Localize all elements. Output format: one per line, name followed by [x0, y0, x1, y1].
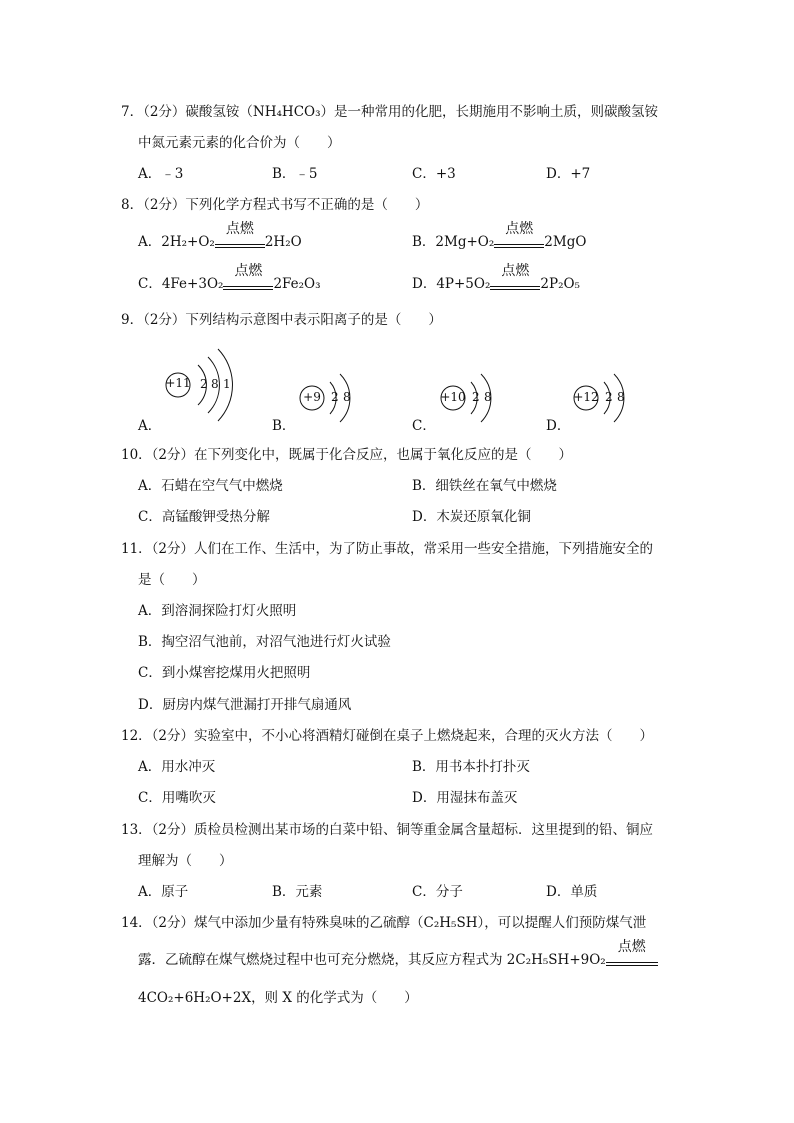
- q14-line1: 14．（2分）煤气中添加少量有特殊臭味的乙硫醇（C₂H₅SH），可以提醒人们预防煤气泄: [121, 915, 647, 931]
- q7-option-d: D．+7: [546, 166, 591, 182]
- q10-option-b: B．细铁丝在氧气中燃烧: [412, 478, 557, 494]
- q9-c-shell-1: 2: [472, 390, 480, 404]
- q9-d-shell-2: 8: [617, 390, 625, 404]
- q9-b-nucleus: +9: [303, 390, 321, 404]
- q9-option-a-label: A．: [138, 418, 162, 434]
- q9-option-c-label: C．: [412, 418, 436, 434]
- q9-option-b-label: B．: [272, 418, 296, 434]
- q8-a-condition-text: 点燃: [225, 221, 254, 237]
- q9-atom-diagram-a: [160, 345, 240, 425]
- q9-b-shell-2: 8: [343, 390, 351, 404]
- q14-condition: [606, 939, 658, 970]
- q14-line3: 4CO₂+6H₂O+2X，则 X 的化学式为（ ）: [138, 990, 418, 1006]
- q9-d-shell-1: 2: [605, 390, 613, 404]
- q8-c-condition-text: 点燃: [234, 263, 263, 279]
- q13-line1: 13．（2分）质检员检测出某市场的白菜中铅、铜等重金属含量超标．这里提到的铅、铜应: [121, 822, 654, 838]
- q9-c-nucleus: +10: [440, 390, 466, 404]
- q9-option-d-label: D．: [546, 418, 571, 434]
- q8-c-products: 2Fe₂O₃: [273, 276, 321, 292]
- q14-line2: [138, 939, 658, 970]
- q10-option-a: A．石蜡在空气气中燃烧: [138, 478, 283, 494]
- q13-line2: 理解为（ ）: [138, 853, 233, 869]
- q8-option-d: [412, 263, 580, 294]
- q9-stem: 9．（2分）下列结构示意图中表示阳离子的是（ ）: [121, 312, 442, 328]
- q10-option-c: C．高锰酸钾受热分解: [138, 509, 270, 525]
- q13-option-a: A．原子: [138, 884, 189, 900]
- q8-c-condition: [223, 263, 273, 294]
- q8-a-label: A．: [138, 234, 162, 250]
- q12-stem: 12．（2分）实验室中，不小心将酒精灯碰倒在桌子上燃烧起来，合理的灭火方法（ ）: [121, 728, 654, 744]
- q8-option-b: [412, 221, 587, 252]
- q7-line2: 中氮元素元素的化合价为（ ）: [138, 135, 341, 151]
- q9-a-nucleus: +11: [165, 376, 191, 390]
- q8-d-reactants: 4P+5O₂: [436, 276, 491, 292]
- q11-option-d: D．厨房内煤气泄漏打开排气扇通风: [138, 697, 352, 713]
- q14-condition-text: 点燃: [617, 939, 646, 955]
- q8-b-label: B．: [412, 234, 436, 250]
- q10-option-d: D．木炭还原氧化铜: [412, 509, 531, 525]
- q8-d-condition: [490, 263, 540, 294]
- q11-option-c: C．到小煤窖挖煤用火把照明: [138, 665, 311, 681]
- q12-option-d: D．用湿抹布盖灭: [412, 790, 518, 806]
- q8-d-condition-text: 点燃: [501, 263, 530, 279]
- q8-b-condition-text: 点燃: [505, 221, 534, 237]
- q8-c-label: C．: [138, 276, 162, 292]
- q8-b-condition: [494, 221, 544, 252]
- q7-line1: 7．（2分）碳酸氢铵（NH₄HCO₃）是一种常用的化肥，长期施用不影响土质，则碳酸氢铵: [121, 104, 659, 120]
- q8-option-a: [138, 221, 302, 252]
- q7-option-a: A．﹣3: [138, 166, 184, 182]
- q13-option-c: C．分子: [412, 884, 463, 900]
- q13-option-d: D．单质: [546, 884, 598, 900]
- q8-d-products: 2P₂O₅: [540, 276, 580, 292]
- q11-line2: 是（ ）: [138, 572, 206, 588]
- q14-line2-text: 露．乙硫醇在煤气燃烧过程中也可充分燃烧，其反应方程式为 2C₂H₅SH+9O₂: [138, 952, 606, 968]
- q9-a-shell-2: 8: [211, 377, 219, 391]
- q8-a-reactants: 2H₂+O₂: [161, 234, 215, 250]
- q9-atom-diagram-b: [296, 360, 366, 420]
- q9-atom-diagram-d: [570, 360, 640, 420]
- q8-a-condition: [215, 221, 265, 252]
- q8-option-c: [138, 263, 321, 294]
- q11-option-a: A．到溶洞探险打灯火照明: [138, 603, 297, 619]
- q9-a-shell-1: 2: [200, 377, 208, 391]
- q9-d-nucleus: +12: [573, 390, 599, 404]
- q10-stem: 10．（2分）在下列变化中，既属于化合反应，也属于氧化反应的是（ ）: [121, 447, 573, 463]
- q12-option-b: B．用书本扑打扑灭: [412, 759, 530, 775]
- q9-b-shell-1: 2: [331, 390, 339, 404]
- q8-c-reactants: 4Fe+3O₂: [161, 276, 224, 292]
- q8-stem: 8．（2分）下列化学方程式书写不正确的是（ ）: [121, 197, 429, 213]
- q9-c-shell-2: 8: [484, 390, 492, 404]
- q13-option-b: B．元素: [272, 884, 323, 900]
- q11-option-b: B．掏空沼气池前，对沼气池进行灯火试验: [138, 634, 391, 650]
- q9-atom-diagram-c: [437, 360, 507, 420]
- q7-option-b: B．﹣5: [272, 166, 318, 182]
- q8-a-products: 2H₂O: [264, 234, 302, 250]
- q12-option-a: A．用水冲灭: [138, 759, 216, 775]
- q11-line1: 11．（2分）人们在工作、生活中，为了防止事故，常采用一些安全措施，下列措施安全的: [121, 541, 654, 557]
- q8-b-reactants: 2Mg+O₂: [435, 234, 495, 250]
- q9-a-shell-3: 1: [223, 377, 231, 391]
- q8-b-products: 2MgO: [544, 234, 587, 250]
- q7-option-c: C．+3: [412, 166, 456, 182]
- q8-d-label: D．: [412, 276, 437, 292]
- q12-option-c: C．用嘴吹灭: [138, 790, 216, 806]
